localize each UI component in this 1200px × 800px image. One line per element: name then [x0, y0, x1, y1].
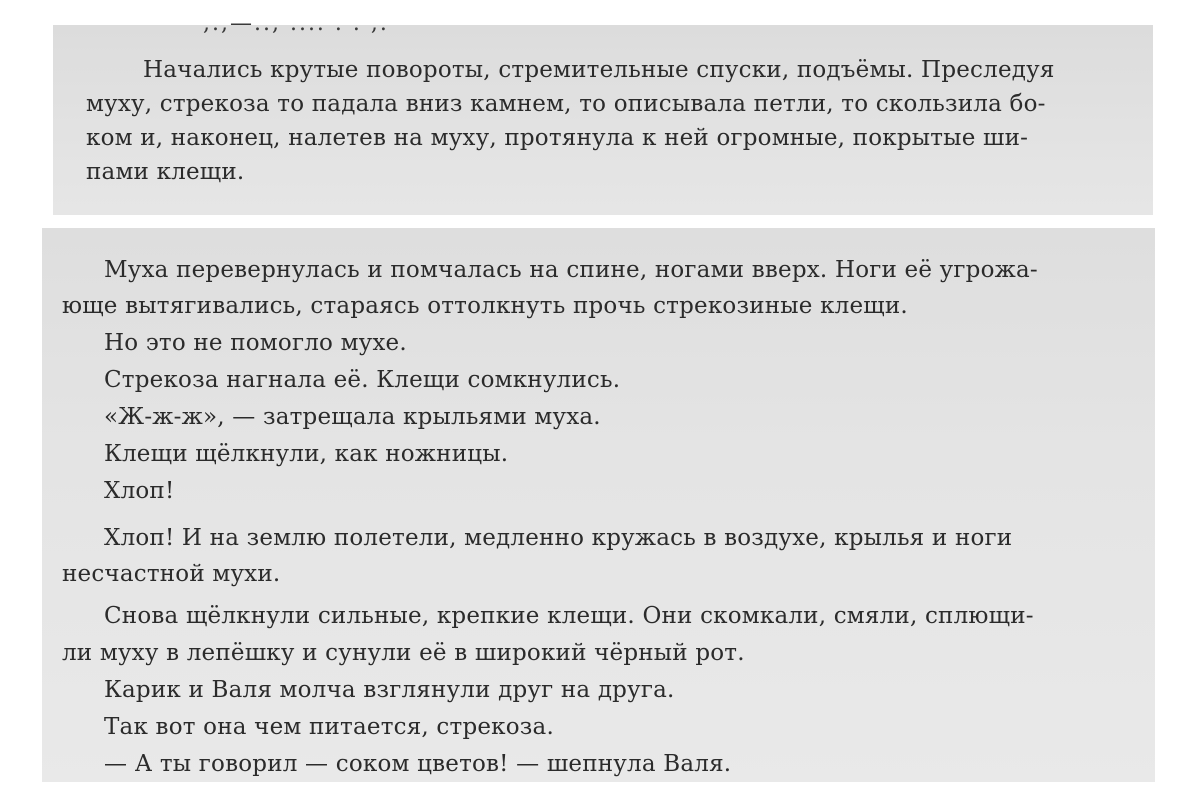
paragraph-line: Хлоп! [104, 478, 175, 504]
paragraph-line: Хлоп! И на землю полетели, медленно кружась в воздухе, крылья и ноги [104, 525, 1013, 551]
paragraph-line: Но это не помогло мухе. [104, 330, 407, 356]
paragraph-line: ли муху в лепёшку и сунули её в широкий чёрный рот. [62, 640, 745, 666]
paragraph-line: Начались крутые повороты, стремительные спуски, подъёмы. Преследуя [143, 57, 1055, 83]
paragraph-line: пами клещи. [86, 159, 245, 185]
paragraph-line: Так вот она чем питается, стрекоза. [104, 714, 554, 740]
paragraph-line: Снова щёлкнули сильные, крепкие клещи. Они скомкали, смяли, сплющи- [104, 603, 1034, 629]
paragraph-line: муху, стрекоза то падала вниз камнем, то описывала петли, то скользила бо- [86, 91, 1046, 117]
cut-off-text-line: ,.,—.., .... . . ,. [203, 11, 389, 36]
book-page-fragment-top [53, 11, 1153, 215]
paragraph-line: Стрекоза нагнала её. Клещи сомкнулись. [104, 367, 621, 393]
paragraph-line: — А ты говорил — соком цветов! — шепнула Валя. [104, 751, 732, 777]
paragraph-line: юще вытягивались, стараясь оттолкнуть прочь стрекозиные клещи. [62, 293, 908, 319]
page-crop-edge [42, 782, 1155, 788]
paragraph-line: несчастной мухи. [62, 561, 281, 587]
paragraph-line: Клещи щёлкнули, как ножницы. [104, 441, 509, 467]
paragraph-line: «Ж-ж-ж», — затрещала крыльями муха. [104, 404, 601, 430]
book-page-fragment-bottom [42, 228, 1155, 788]
paragraph-line: ком и, наконец, налетев на муху, протянула к ней огромные, покрытые ши- [86, 125, 1029, 151]
paragraph-line: Муха перевернулась и помчалась на спине, ногами вверх. Ноги её угрожа- [104, 257, 1038, 283]
paragraph-line: Карик и Валя молча взглянули друг на друга. [104, 677, 675, 703]
